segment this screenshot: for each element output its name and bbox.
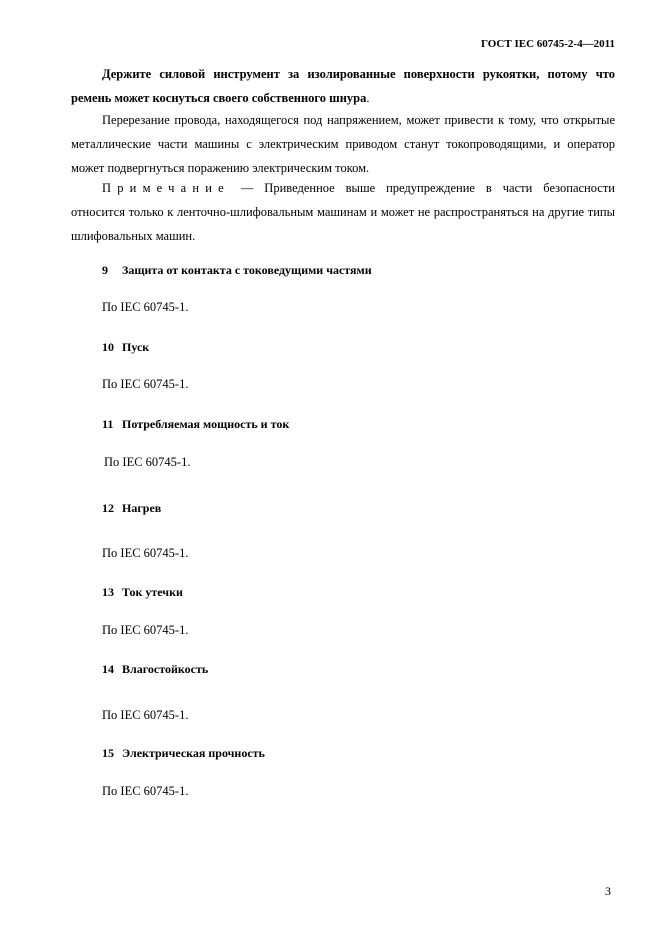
- warning-text: Держите силовой инструмент за изолированные поверхности рукоятки, потому что ремень может коснуться своего собственного шнура: [71, 67, 615, 105]
- warning-paragraph: [71, 62, 615, 110]
- section-title: Нагрев: [122, 501, 162, 515]
- document-header: ГОСТ IEC 60745-2-4—2011: [481, 38, 615, 50]
- section-title: Пуск: [122, 340, 150, 354]
- section-heading-12: [102, 501, 161, 516]
- section-body-15: По IEC 60745-1.: [102, 784, 189, 798]
- section-number: 11: [102, 417, 114, 431]
- section-number: 13: [102, 585, 114, 599]
- section-number: 12: [102, 501, 114, 515]
- section-title: Влагостойкость: [122, 662, 209, 676]
- section-heading-15: [102, 746, 265, 761]
- note-label: Примечание: [102, 181, 230, 195]
- section-body-14: По IEC 60745-1.: [102, 708, 189, 722]
- section-title: Потребляемая мощность и ток: [122, 417, 290, 431]
- section-body-10: По IEC 60745-1.: [102, 377, 189, 391]
- section-number: 10: [102, 340, 114, 354]
- section-number: 14: [102, 662, 114, 676]
- section-title: Ток утечки: [122, 585, 183, 599]
- note-text: — Приведенное выше предупреждение в части безопасности относится только к ленточно-шлифовальным машинам и может не распространяться на другие типы шлифовальных машин.: [71, 181, 615, 243]
- section-heading-10: [102, 340, 149, 355]
- section-title: Электрическая прочность: [122, 746, 265, 760]
- section-body-12: По IEC 60745-1.: [102, 546, 189, 560]
- note-paragraph: [71, 176, 615, 248]
- cut-wire-paragraph: Перерезание провода, находящегося под напряжением, может привести к тому, что открытые металлические части машины с электрическим приводом станут токопроводящими, и оператор может подвергнуться поражению электрическим током.: [71, 113, 615, 175]
- section-heading-9: [102, 263, 372, 278]
- section-heading-11: [102, 417, 289, 432]
- page-number: 3: [605, 884, 611, 898]
- section-body-13: По IEC 60745-1.: [102, 623, 189, 637]
- section-title: Защита от контакта с токоведущими частями: [122, 263, 372, 277]
- section-body-9: По IEC 60745-1.: [102, 300, 189, 314]
- section-heading-14: [102, 662, 208, 677]
- section-heading-13: [102, 585, 183, 600]
- section-body-11: По IEC 60745-1.: [104, 455, 191, 469]
- warning-end-punct: .: [366, 91, 370, 105]
- section-number: 9: [102, 263, 108, 277]
- section-number: 15: [102, 746, 114, 760]
